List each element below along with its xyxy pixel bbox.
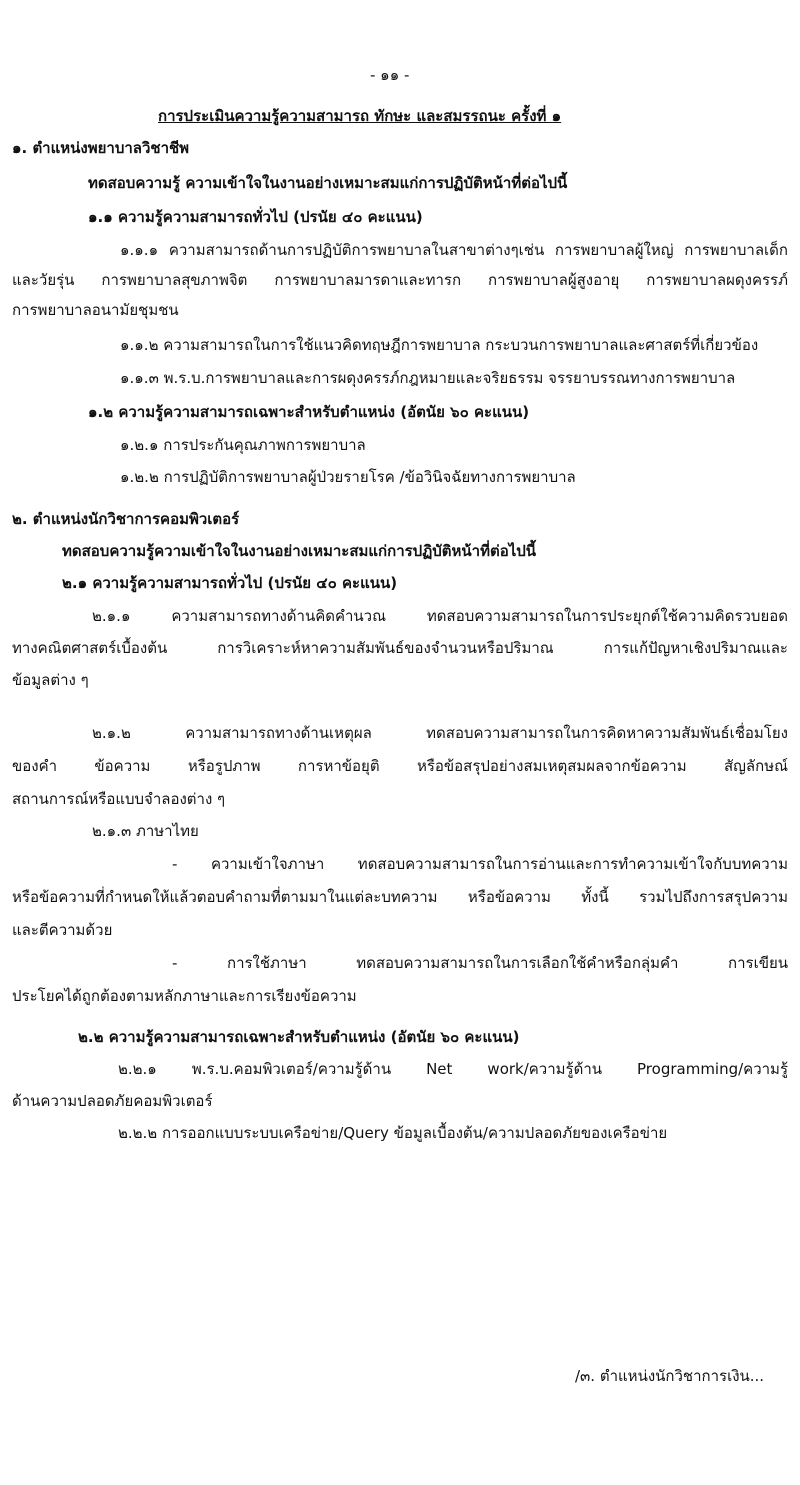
item-2-1-3: ๒.๑.๓ ภาษาไทย: [92, 822, 199, 840]
thai-comprehension-line3: และตีความด้วย: [12, 921, 113, 939]
item-1-2-1: ๑.๒.๑ การประกันคุณภาพการพยาบาล: [120, 436, 366, 454]
section-1-2-title: ๑.๒ ความรู้ความสามารถเฉพาะสำหรับตำแหน่ง (อัตนัย ๖๐ คะแนน): [88, 403, 530, 421]
item-1-1-1-line1: ๑.๑.๑ ความสามารถด้านการปฏิบัติการพยาบาลในสาขาต่างๆเช่น การพยาบาลผู้ใหญ่ การพยาบาลเด็ก: [120, 241, 788, 259]
thai-comprehension-line1: - ความเข้าใจภาษา ทดสอบความสามารถในการอ่านและการทำความเข้าใจกับบทความ: [172, 855, 788, 873]
section-1-1-title: ๑.๑ ความรู้ความสามารถทั่วไป (ปรนัย ๔๐ คะแนน): [88, 208, 423, 226]
section-1-intro: ทดสอบความรู้ ความเข้าใจในงานอย่างเหมาะสมแก่การปฏิบัติหน้าที่ต่อไปนี้: [88, 174, 568, 192]
item-2-1-1-line1: ๒.๑.๑ ความสามารถทางด้านคิดคำนวณ ทดสอบความสามารถในการประยุกต์ใช้ความคิดรวบยอด: [92, 607, 788, 625]
item-2-2-1-line1: ๒.๒.๑ พ.ร.บ.คอมพิวเตอร์/ความรู้ด้าน Net work/ความรู้ด้าน Programming/ความรู้: [118, 1060, 788, 1078]
item-2-1-2-line1: ๒.๑.๒ ความสามารถทางด้านเหตุผล ทดสอบความสามารถในการคิดหาความสัมพันธ์เชื่อมโยง: [92, 724, 788, 742]
item-2-2-1-line2: ด้านความปลอดภัยคอมพิวเตอร์: [12, 1092, 213, 1110]
item-2-1-2-line3: สถานการณ์หรือแบบจำลองต่าง ๆ: [12, 790, 226, 808]
item-2-1-1-line2: ทางคณิตศาสตร์เบื้องต้น การวิเคราะห์หาความสัมพันธ์ของจำนวนหรือปริมาณ การแก้ปัญหาเชิงปริมาณและ: [12, 639, 788, 657]
thai-comprehension-line2: หรือข้อความที่กำหนดให้แล้วตอบคำถามที่ตามมาในแต่ละบทความ หรือข้อความ ทั้งนี้ รวมไปถึงการสรุปความ: [12, 888, 788, 906]
section-2-title: ๒. ตำแหน่งนักวิชาการคอมพิวเตอร์: [12, 510, 240, 528]
page-heading: การประเมินความรู้ความสามารถ ทักษะ และสมรรถนะ ครั้งที่ ๑: [158, 107, 562, 125]
section-2-2-title: ๒.๒ ความรู้ความสามารถเฉพาะสำหรับตำแหน่ง (อัตนัย ๖๐ คะแนน): [78, 1028, 520, 1046]
item-2-1-1-line3: ข้อมูลต่าง ๆ: [12, 671, 89, 689]
thai-usage-line1: - การใช้ภาษา ทดสอบความสามารถในการเลือกใช้คำหรือกลุ่มคำ การเขียน: [172, 954, 788, 972]
section-2-intro: ทดสอบความรู้ความเข้าใจในงานอย่างเหมาะสมแก่การปฏิบัติหน้าที่ต่อไปนี้: [62, 542, 537, 560]
item-1-1-3: ๑.๑.๓ พ.ร.บ.การพยาบาลและการผดุงครรภ์กฎหมายและจริยธรรม จรรยาบรรณทางการพยาบาล: [120, 369, 736, 387]
item-1-1-2: ๑.๑.๒ ความสามารถในการใช้แนวคิดทฤษฎีการพยาบาล กระบวนการพยาบาลและศาสตร์ที่เกี่ยวข้อง: [120, 336, 759, 354]
item-2-2-2: ๒.๒.๒ การออกแบบระบบเครือข่าย/Query ข้อมูลเบื้องต้น/ความปลอดภัยของเครือข่าย: [118, 1124, 668, 1142]
section-1-title: ๑. ตำแหน่งพยาบาลวิชาชีพ: [12, 139, 190, 157]
continuation-note: /๓. ตำแหน่งนักวิชาการเงิน...: [575, 1367, 765, 1385]
thai-usage-line2: ประโยคได้ถูกต้องตามหลักภาษาและการเรียงข้อความ: [12, 987, 357, 1005]
item-2-1-2-line2: ของคำ ข้อความ หรือรูปภาพ การหาข้อยุติ หรือข้อสรุปอย่างสมเหตุสมผลจากข้อความ สัญลักษณ์: [12, 757, 788, 775]
page-number: - ๑๑ -: [370, 66, 410, 84]
item-1-1-1-line3: การพยาบาลอนามัยชุมชน: [12, 301, 179, 319]
item-1-2-2: ๑.๒.๒ การปฏิบัติการพยาบาลผู้ป่วยรายโรค /ข้อวินิจฉัยทางการพยาบาล: [120, 468, 576, 486]
section-2-1-title: ๒.๑ ความรู้ความสามารถทั่วไป (ปรนัย ๔๐ คะแนน): [62, 574, 398, 592]
item-1-1-1-line2: และวัยรุ่น การพยาบาลสุขภาพจิต การพยาบาลมารดาและทารก การพยาบาลผู้สูงอายุ การพยาบาลผดุงครรภ์: [12, 271, 788, 289]
